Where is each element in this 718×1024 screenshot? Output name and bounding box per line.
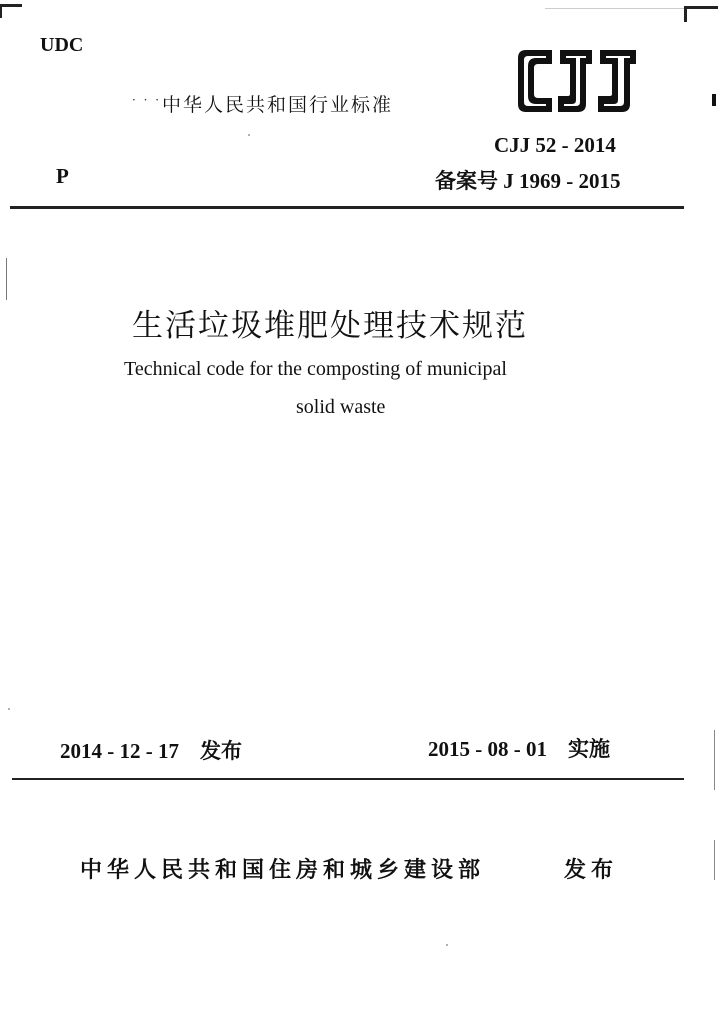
divider-bottom (12, 778, 684, 780)
scan-edge-mark (0, 4, 22, 7)
publisher-name: 中华人民共和国住房和城乡建设部 (80, 858, 486, 883)
scan-speck (248, 134, 250, 136)
category-letter: P (56, 164, 69, 188)
standard-category-title: 中华人民共和国行业标准 (162, 94, 394, 116)
publisher-action: 发布 (564, 858, 619, 883)
document-title-cn: 生活垃圾堆肥处理技术规范 (132, 308, 528, 344)
issue-date: 2014 - 12 - 17 发布 (60, 739, 242, 763)
scan-edge-mark (545, 8, 685, 9)
scan-edge-mark (712, 94, 716, 106)
scan-edge-mark (714, 840, 715, 880)
standard-code: CJJ 52 - 2014 (494, 133, 616, 157)
scan-edge-mark (6, 258, 7, 300)
divider-top (10, 206, 684, 209)
scan-speck (446, 944, 448, 946)
scan-edge-mark (714, 730, 715, 790)
document-title-en-line1: Technical code for the composting of municipal (124, 358, 507, 380)
scan-edge-mark (684, 6, 718, 9)
scan-edge-mark (684, 6, 687, 22)
effective-date: 2015 - 08 - 01 实施 (428, 737, 610, 761)
decorative-dots: · · · (132, 93, 162, 107)
cjj-logo (514, 48, 640, 114)
scan-speck (8, 708, 10, 710)
scan-edge-mark (0, 4, 2, 18)
udc-label: UDC (40, 34, 84, 56)
record-number: 备案号 J 1969 - 2015 (435, 169, 621, 193)
document-title-en-line2: solid waste (296, 396, 386, 418)
